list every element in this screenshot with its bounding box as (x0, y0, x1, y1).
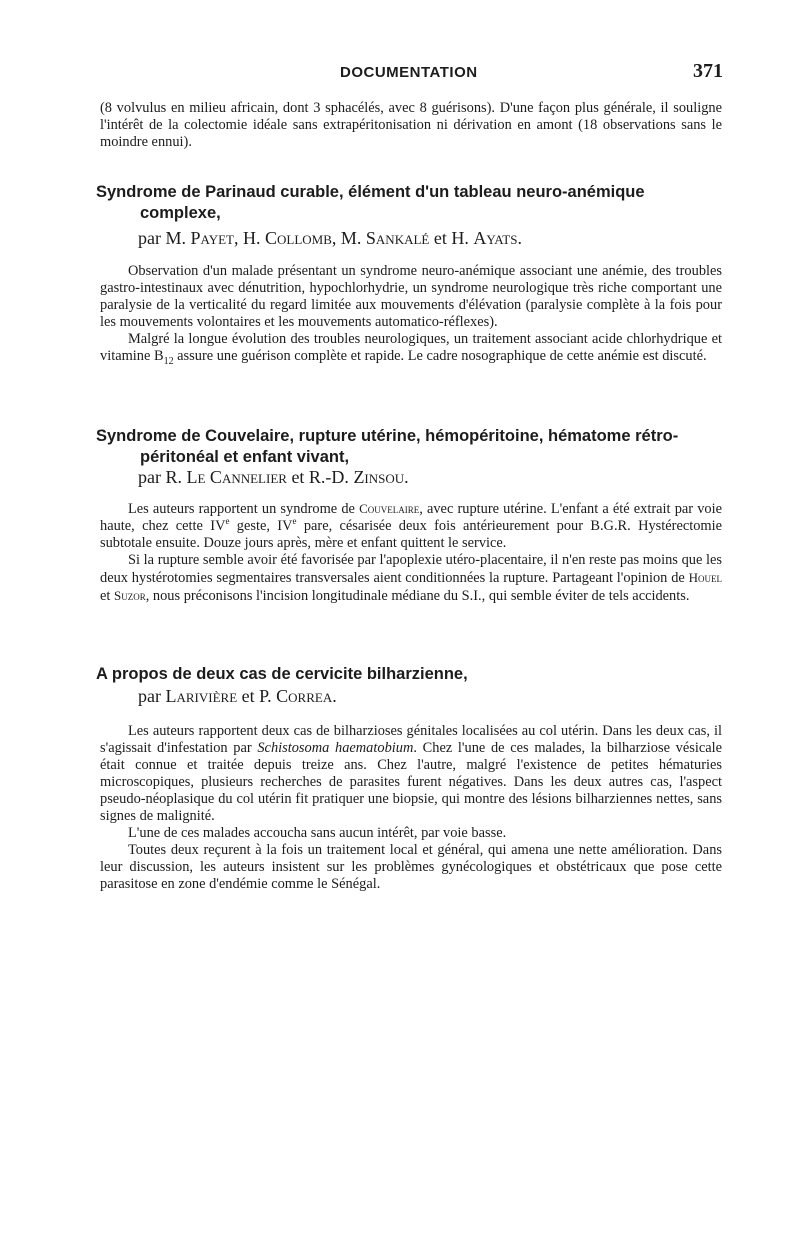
text-run: Malgré la longue évolution des troubles neurologiques, un traitement associant acide chlorhydrique et vitamine B (100, 331, 722, 364)
author-name: Payet (190, 228, 234, 248)
superscript: e (225, 516, 230, 527)
text-run: , avec rupture utérine. L'enfant a été extrait par voie haute, chez cette IV (100, 501, 722, 534)
author-name: Le Cannelier (186, 467, 287, 487)
text-run: pare, césarisée deux fois antérieurement pour B.G.R. Hystérectomie subtotale ensuite. Douze jours après, mère et enfant quittent le service. (100, 518, 722, 551)
byline-separator: et P. (237, 686, 272, 706)
person-name: Houel (688, 570, 722, 585)
author-name: Collomb (264, 228, 332, 248)
intro-paragraph (100, 100, 722, 151)
article2-title-text: Syndrome de Couvelaire, rupture utérine, hémopéritoine, hématome rétro-péritonéal et enfant vivant, (96, 427, 679, 466)
byline-end: . (404, 467, 409, 487)
person-name: Suzor (113, 588, 146, 603)
byline-separator: , M. (331, 228, 362, 248)
running-title: DOCUMENTATION (340, 64, 478, 81)
article1-paragraph-1: Observation d'un malade présentant un syndrome neuro-anémique associant une anémie, des troubles gastro-intestinaux avec dénutrition, hypochlorhydrie, un syndrome neurologique très riche comportant une paralysie de la verticalité du regard limitée aux mouvements d'élévation (paralysie complète à la fois pour les mouvements volontaires et les mouvements automatico-réflexes). (100, 263, 722, 330)
article3-title (96, 664, 726, 685)
byline-separator: et H. (429, 228, 469, 248)
person-name: Couvelaire (359, 501, 420, 516)
byline-separator: , H. (233, 228, 261, 248)
byline-end: . (332, 686, 337, 706)
article3-paragraph-3: Toutes deux reçurent à la fois un traitement local et général, qui amena une nette amélioration. Dans leur discussion, les auteurs insistent sur les problèmes gynécologiques et obstétricaux que pose cette parasitose en zone d'endémie comme le Sénégal. (100, 842, 722, 892)
article3-paragraph-2: L'une de ces malades accoucha sans aucun intérêt, par voie basse. (128, 825, 507, 841)
author-name: Zinsou (353, 467, 405, 487)
article1-byline (138, 227, 738, 249)
text-run: Si la rupture semble avoir été favorisée par l'apoplexie utéro-placentaire, il n'en reste pas moins que les deux hystérotomies segmentaires transversales aient conditionnées la rupture. Partageant l'opinion de (100, 552, 722, 586)
author-name: Larivière (165, 686, 238, 706)
article3-byline (138, 685, 738, 707)
article1-title-text: Syndrome de Parinaud curable, élément d'un tableau neuro-anémique complexe, (96, 183, 645, 222)
superscript: e (292, 516, 297, 527)
article2-byline (138, 466, 738, 488)
byline-prefix: par R. (138, 467, 182, 487)
article3-body (100, 723, 722, 893)
text-run: Les auteurs rapportent un syndrome de (128, 501, 360, 517)
page-number: 371 (693, 60, 723, 82)
species-name: Schistosoma haematobium (257, 740, 414, 756)
author-name: Ayats (473, 228, 518, 248)
article1-body (100, 263, 722, 365)
article1-paragraph-2 (100, 331, 722, 365)
article2-paragraph-2 (100, 552, 722, 605)
article1-title (96, 182, 726, 224)
byline-separator: et R.-D. (286, 467, 349, 487)
article2-body (100, 500, 722, 605)
article2-title (96, 426, 726, 468)
intro-text: (8 volvulus en milieu africain, dont 3 sphacélés, avec 8 guérisons). D'une façon plus générale, il souligne l'intérêt de la colectomie idéale sans extrapéritonisation ni dérivation en amont (18 observations sans le moindre ennui). (100, 100, 722, 150)
subscript: 12 (163, 355, 174, 367)
text-run: . Chez l'une de ces malades, la bilharziose vésicale était connue et traitée depuis treize ans. Chez l'autre, malgré l'existence de petites hématuries microscopiques, plusieurs recherches de parasites furent négatives. Dans les deux autres cas, l'aspect pseudo-néoplasique du col utérin fit pratiquer une biopsie, qui montre des lésions bilharziennes nettes, sans signes de malignité. (100, 740, 723, 824)
text-run: assure une guérison complète et rapide. Le cadre nosographique de cette anémie est discuté. (173, 348, 707, 364)
article3-title-text: A propos de deux cas de cervicite bilharzienne, (96, 665, 468, 683)
text-run: , nous préconisons l'incision longitudinale médiane du S.I., qui semble éviter de tels accidents. (145, 588, 690, 604)
text-run: geste, IV (229, 518, 293, 534)
article3-paragraph-1 (100, 723, 722, 825)
byline-prefix: par M. (138, 228, 186, 248)
article2-paragraph-1 (100, 500, 722, 552)
text-run: Les auteurs rapportent deux cas de bilharzioses génitales localisées au col utérin. Dans les deux cas, il s'agissait d'infestation par (100, 723, 722, 756)
text-run: et (100, 588, 114, 604)
author-name: Correa (276, 686, 333, 706)
byline-prefix: par (138, 686, 161, 706)
author-name: Sankalé (365, 228, 430, 248)
byline-end: . (517, 228, 522, 248)
